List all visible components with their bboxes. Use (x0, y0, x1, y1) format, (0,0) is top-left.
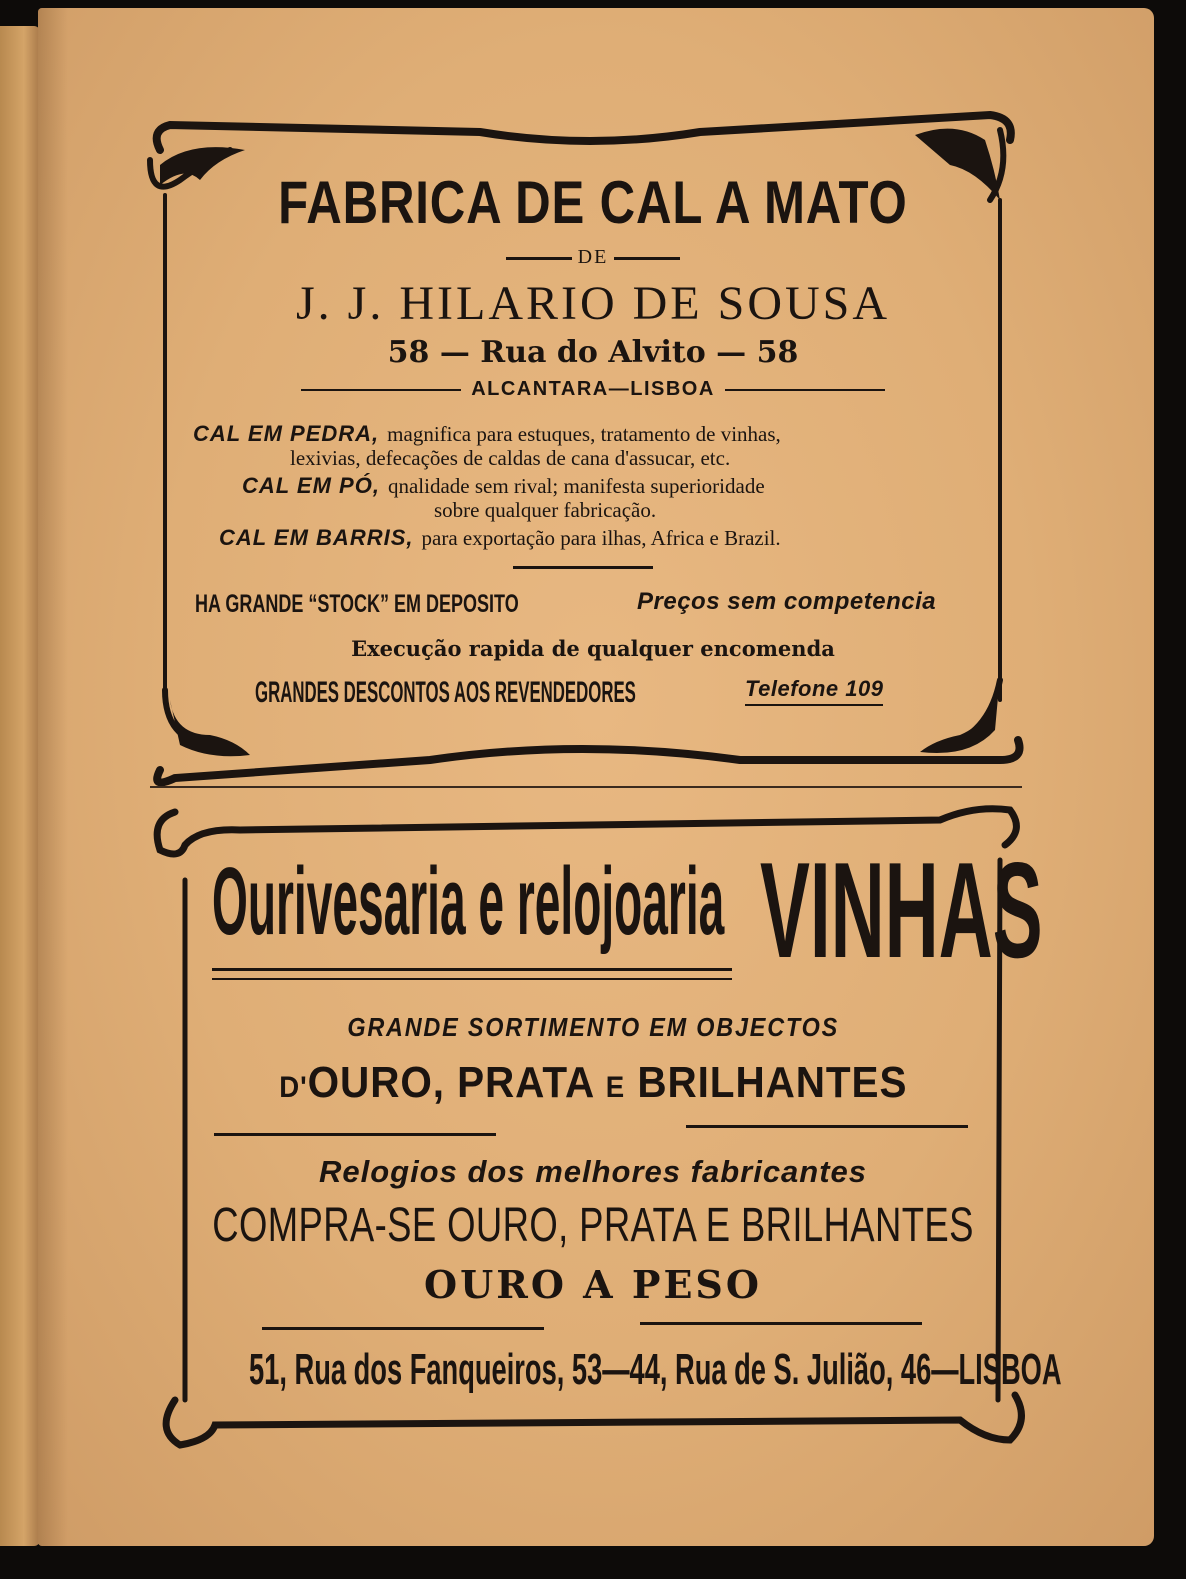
gold-by-weight: OURO A PESO (424, 1262, 762, 1307)
rule-left (214, 1133, 496, 1136)
shop-underline (212, 968, 732, 971)
product-powder-lime-desc: sobre qualquer fabricação. (434, 498, 657, 522)
owner-name: J. J. HILARIO DE SOUSA (295, 277, 891, 330)
prices-notice: Preços sem competencia (637, 588, 937, 615)
factory-address: 58 — Rua do Alvito — 58 (387, 335, 799, 370)
watches-line: Relogios dos melhores fabricantes (318, 1154, 868, 1189)
shop-address: 51, Rua dos Fanqueiros, 53—44, Rua de S. Julião, 46—LISBOA (249, 1345, 1062, 1394)
shop-underline-thin (212, 978, 732, 980)
execution-notice: Execução rapida de qualquer encomenda (351, 636, 835, 661)
stock-notice: HA GRANDE “STOCK” EM DEPOSITO (195, 590, 519, 618)
assortment-heading: GRANDE SORTIMENTO EM OBJECTOS (347, 1012, 839, 1042)
discounts-notice: GRANDES DESCONTOS AOS REVENDEDORES (255, 676, 636, 709)
ad-separator (150, 786, 1022, 788)
product-barrel-lime: CAL EM BARRIS, para exportação para ilhas, Africa e Brazil. (219, 525, 781, 550)
metals-heading: D'OURO, PRATA E BRILHANTES (278, 1058, 908, 1107)
product-stone-lime-desc: lexivias, defecações de caldas de cana d'assucar, etc. (290, 446, 731, 470)
divider (513, 566, 653, 569)
brand-name: VINHAS (760, 834, 1043, 986)
rule-right (686, 1125, 968, 1128)
product-powder-lime: CAL EM PÓ, qnalidade sem rival; manifesta superioridade (242, 473, 765, 498)
shop-name: Ourivesaria e relojoaria (212, 848, 725, 955)
product-stone-lime: CAL EM PEDRA, magnifica para estuques, tratamento de vinhas, (193, 421, 781, 446)
phone-number: Telefone 109 (745, 676, 883, 706)
factory-city: ALCANTARA—LISBOA (0, 378, 1186, 401)
rule-right-lower (640, 1322, 922, 1325)
factory-title: FABRICA DE CAL A MATO (278, 169, 908, 236)
rule-left-lower (262, 1327, 544, 1330)
buy-notice: COMPRA-SE OURO, PRATA E BRILHANTES (212, 1199, 974, 1252)
de-connector: DE (0, 246, 1186, 269)
